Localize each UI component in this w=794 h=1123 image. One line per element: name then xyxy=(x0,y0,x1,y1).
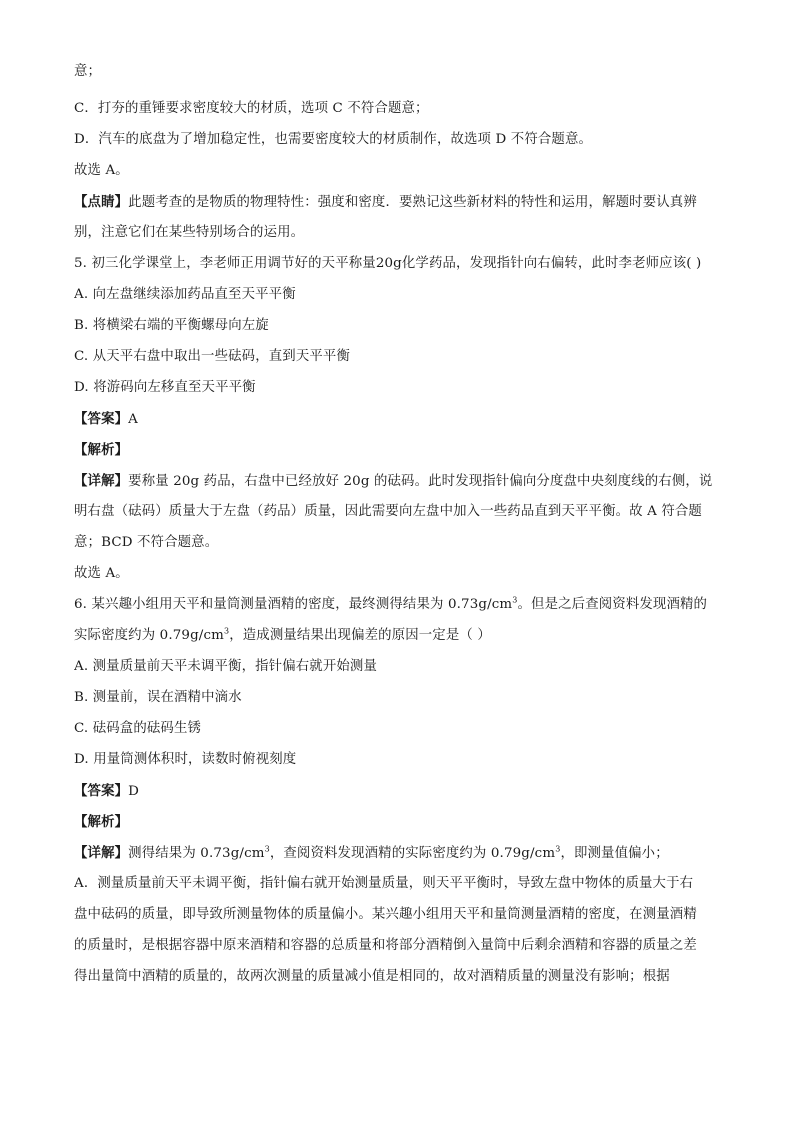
text-line: 意； xyxy=(74,64,102,79)
detail-tag: 【详解】 xyxy=(74,473,129,489)
text-span: 实际密度约为 0.79g/cm xyxy=(74,628,224,643)
question-6-stem-cont xyxy=(74,626,724,646)
answer-tag: 【答案】 xyxy=(74,411,129,427)
superscript: 3 xyxy=(512,595,518,605)
analysis-tag: 【解析】 xyxy=(74,814,129,830)
detail-line xyxy=(74,471,724,492)
answer-value: A xyxy=(128,412,138,427)
detail-tag: 【详解】 xyxy=(74,845,129,861)
option-b: B. 测量前，误在酒精中滴水 xyxy=(74,690,242,705)
comment-line xyxy=(74,192,724,213)
analysis-line xyxy=(74,440,724,461)
text-line: D．汽车的底盘为了增加稳定性，也需要密度较大的材质制作，故选项 D 不符合题意。 xyxy=(74,132,593,147)
text-span: 此题考查的是物质的物理特性：强度和密度．要熟记这些新材料的特性和运用，解题时要认真辨 xyxy=(128,195,697,210)
option-a: A. 测量质量前天平未调平衡，指针偏右就开始测量 xyxy=(74,659,377,674)
option-d: D. 将游码向左移直至天平平衡 xyxy=(74,380,256,395)
answer-value: D xyxy=(128,784,140,799)
superscript: 3 xyxy=(264,844,270,854)
option-c: C. 砝码盒的砝码生锈 xyxy=(74,721,202,736)
analysis-line xyxy=(74,812,724,833)
superscript: 3 xyxy=(223,626,230,636)
text-span: 6. 某兴趣小组用天平和量筒测量酒精的密度，最终测得结果为 0.73g/cm xyxy=(74,597,513,612)
text-span: ，查阅资料发现酒精的实际密度约为 0.79g/cm xyxy=(269,846,556,861)
comment-tag: 【点睛】 xyxy=(74,194,129,210)
text-line: 故选 A。 xyxy=(74,566,129,581)
text-span: 要称量 20g 药品，右盘中已经放好 20g 的砝码。此时发现指针偏向分度盘中央刻度线的右侧，说 xyxy=(128,474,713,489)
option-d: D. 用量筒测体积时，读数时俯视刻度 xyxy=(74,752,297,767)
answer-line xyxy=(74,409,724,430)
option-c: C. 从天平右盘中取出一些砝码，直到天平平衡 xyxy=(74,349,351,364)
text-line: 盘中砝码的质量，即导致所测量物体的质量偏小。某兴趣小组用天平和量筒测量酒精的密度，在测量酒精 xyxy=(74,907,697,922)
text-line: 别，注意它们在某些特别场合的运用。 xyxy=(74,225,305,240)
text-span: ，造成测量结果出现偏差的原因一定是（ ） xyxy=(229,628,491,643)
detail-line xyxy=(74,843,724,864)
option-a: A. 向左盘继续添加药品直至天平平衡 xyxy=(74,287,296,302)
text-line: 得出量筒中酒精的质量的，故两次测量的质量减小值是相同的，故对酒精质量的测量没有影响；根据 xyxy=(74,969,670,984)
text-line: 明右盘（砝码）质量大于左盘（药品）质量，因此需要向左盘中加入一些药品直到天平平衡。故 A 符合题 xyxy=(74,504,702,519)
text-line: 的质量时，是根据容器中原来酒精和容器的总质量和将部分酒精倒入量筒中后剩余酒精和容器的质量之差 xyxy=(74,938,697,953)
text-span: 测得结果为 0.73g/cm xyxy=(128,846,265,861)
text-line: 意；BCD 不符合题意。 xyxy=(74,535,219,550)
text-line: A．测量质量前天平未调平衡，指针偏右就开始测量质量，则天平平衡时，导致左盘中物体的质量大于右 xyxy=(74,876,694,891)
superscript: 3 xyxy=(555,844,561,854)
text-span: 。但是之后查阅资料发现酒精的 xyxy=(517,597,708,612)
text-line: C．打夯的重锤要求密度较大的材质，选项 C 不符合题意； xyxy=(74,101,429,116)
question-5-stem: 5. 初三化学课堂上，李老师正用调节好的天平称量20g化学药品，发现指针向右偏转，此时李老师应该( ) xyxy=(74,256,702,271)
answer-line xyxy=(74,781,724,802)
text-span: ，即测量值偏小； xyxy=(560,846,669,861)
answer-tag: 【答案】 xyxy=(74,783,129,799)
option-b: B. 将横梁右端的平衡螺母向左旋 xyxy=(74,318,269,333)
text-line: 故选 A。 xyxy=(74,163,129,178)
analysis-tag: 【解析】 xyxy=(74,442,129,458)
question-6-stem xyxy=(74,595,724,615)
